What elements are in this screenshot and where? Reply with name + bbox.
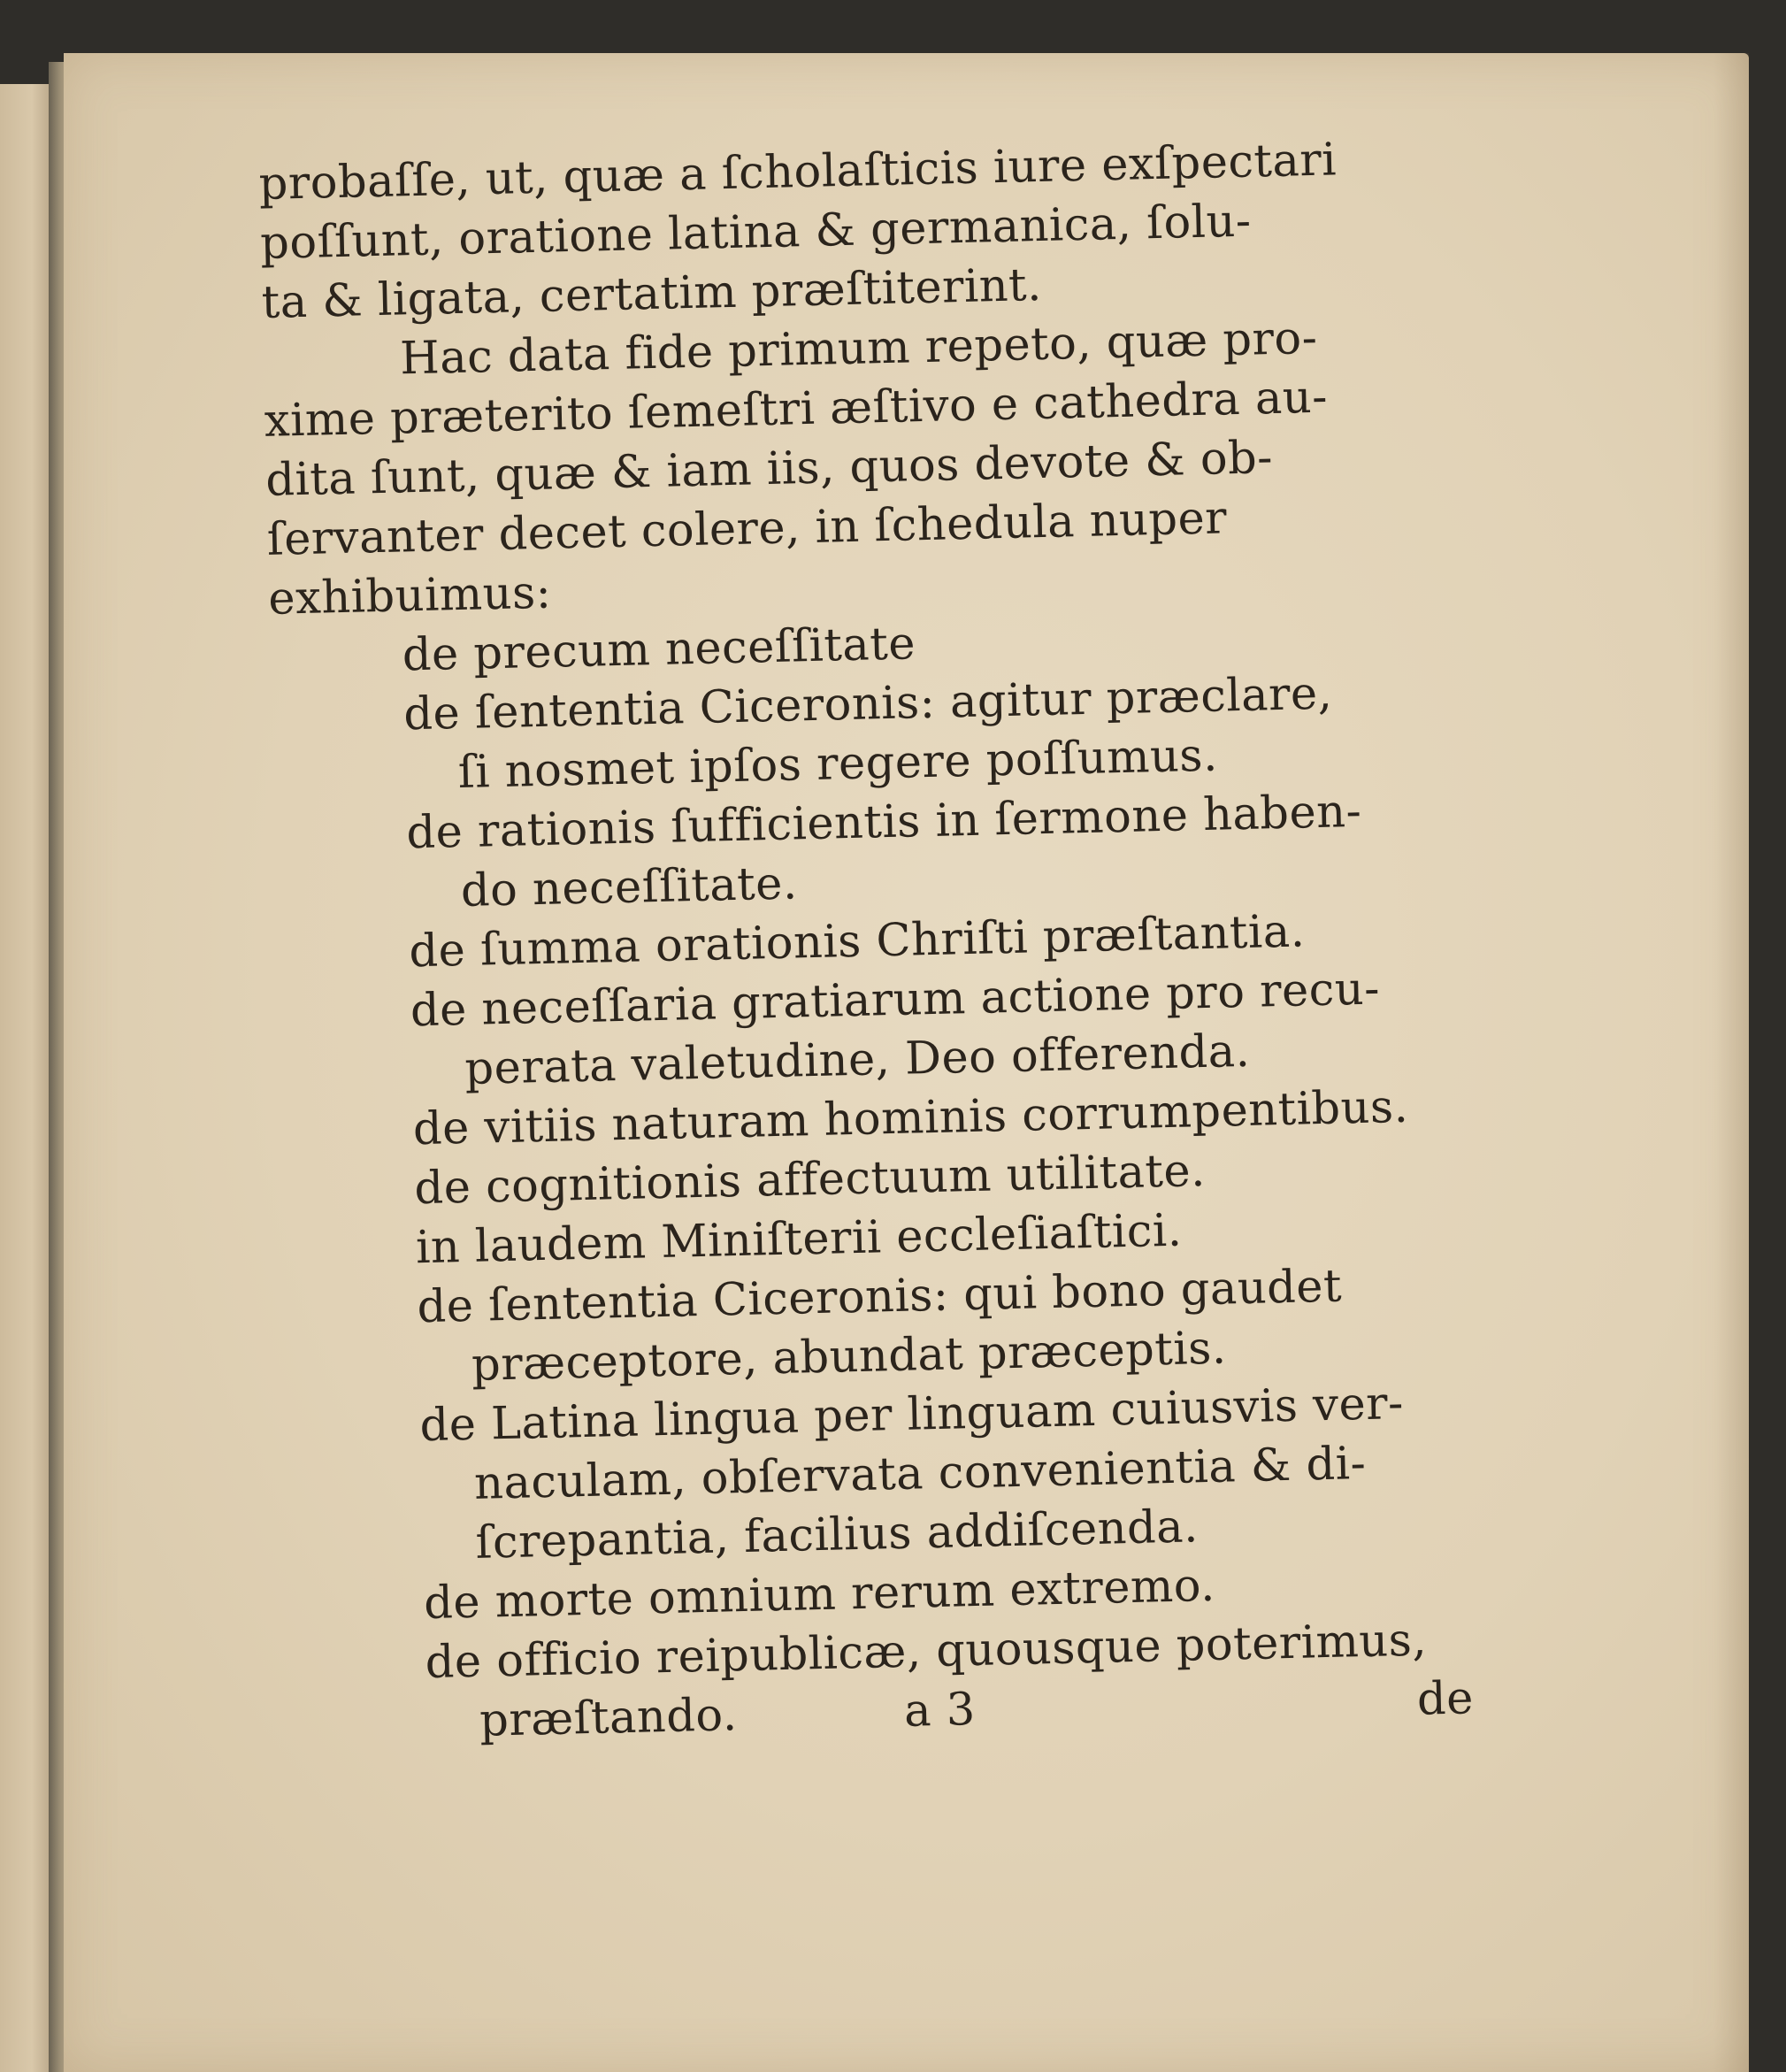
signature-mark: a 3: [903, 1684, 977, 1738]
page-edge-shadow: [1713, 53, 1749, 2072]
topic-list-item: de officio reipublicæ, quousque poterimus,: [425, 1614, 1428, 1690]
topic-list-item: in laudem Miniſterii eccleſiaſtici.: [415, 1204, 1183, 1275]
topic-list-item: de neceſſaria gratiarum actione pro recu-: [410, 963, 1381, 1038]
text-line: exhibuimus:: [267, 566, 552, 625]
topic-list-item: de ſumma orationis Chriſti præſtantia.: [408, 905, 1306, 978]
page-text: [258, 128, 1475, 1755]
topic-list-item-continuation: ſi nosmet ipſos regere poſſumus.: [457, 729, 1219, 800]
topic-list-item: de morte omnium rerum extremo.: [423, 1559, 1216, 1631]
topic-list-item: de ſententia Ciceronis: qui bono gaudet: [416, 1260, 1343, 1334]
text-line: dita ſunt, quæ & iam iis, quos devote & ob-: [264, 432, 1274, 507]
topic-list-item: de cognitionis affectuum utilitate.: [413, 1145, 1207, 1216]
facing-page-edge: [0, 84, 53, 2072]
text-line: ta & ligata, certatim præſtiterint.: [261, 258, 1043, 329]
catchword: de: [1416, 1672, 1475, 1726]
topic-list-item: de rationis ſufficientis in ſermone haben-: [405, 785, 1362, 860]
topic-list-item-continuation: præſtando.: [479, 1689, 739, 1747]
topic-list-item-continuation: perata valetudine, Deo offerenda.: [464, 1024, 1251, 1095]
topic-list-item-continuation: naculam, obſervata convenientia & di-: [473, 1437, 1367, 1510]
paragraph-start-line: Hac data fide primum repeto, quæ pro-: [399, 311, 1318, 386]
text-line: xime præterito ſemeſtri æſtivo e cathedra au-: [264, 371, 1329, 448]
text-line: ſervanter decet colere, in ſchedula nuper: [266, 492, 1228, 566]
topic-list-item: de ſententia Ciceronis: agitur præclare,: [402, 667, 1333, 741]
topic-list-item-continuation: præceptore, abundat præceptis.: [471, 1322, 1228, 1392]
text-line: poſſunt, oratione latina & germanica, ſolu-: [259, 195, 1253, 270]
text-line: probaſſe, ut, quæ a ſcholaſticis iure exſpectari: [258, 134, 1338, 211]
topic-list-item-continuation: do neceſſitate.: [460, 857, 799, 918]
book-page: [64, 53, 1749, 2072]
topic-list-item-continuation: ſcrepantia, facilius addiſcenda.: [474, 1500, 1200, 1569]
topic-list-item: de Latina lingua per linguam cuiusvis ver-: [418, 1377, 1405, 1453]
topic-list-item: de precum neceſſitate: [402, 618, 916, 682]
topic-list-item: de vitiis naturam hominis corrumpentibus.: [412, 1080, 1409, 1156]
